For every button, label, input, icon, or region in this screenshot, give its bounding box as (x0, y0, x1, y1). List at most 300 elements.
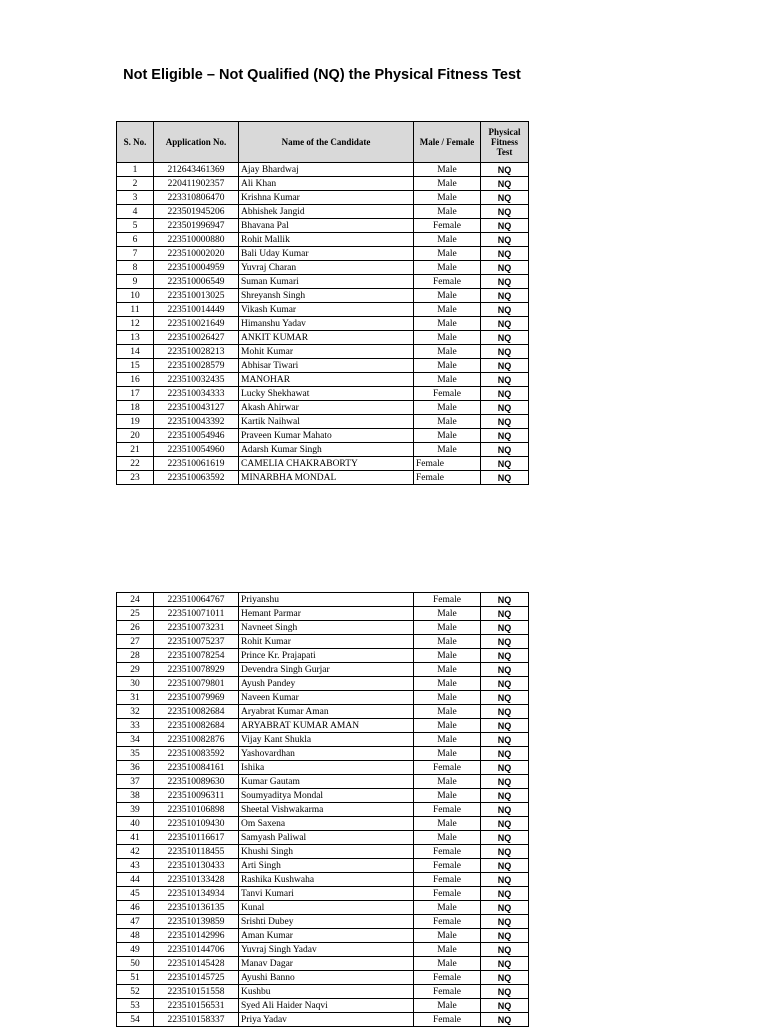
cell-result: NQ (481, 373, 529, 387)
cell-result: NQ (481, 803, 529, 817)
cell-application-no: 223510083592 (154, 747, 239, 761)
table-row (117, 817, 529, 831)
cell-application-no: 223510032435 (154, 373, 239, 387)
table-row (117, 915, 529, 929)
table-row (117, 803, 529, 817)
cell-candidate-name: Ishika (239, 761, 414, 775)
cell-application-no: 223510043127 (154, 401, 239, 415)
cell-application-no: 223510078254 (154, 649, 239, 663)
table-row (117, 593, 529, 607)
cell-result: NQ (481, 205, 529, 219)
cell-gender: Female (414, 915, 481, 929)
cell-sno: 35 (117, 747, 154, 761)
cell-result: NQ (481, 747, 529, 761)
table-row (117, 275, 529, 289)
table-row (117, 289, 529, 303)
cell-application-no: 223510133428 (154, 873, 239, 887)
cell-sno: 1 (117, 163, 154, 177)
cell-sno: 7 (117, 247, 154, 261)
cell-gender: Male (414, 331, 481, 345)
cell-result: NQ (481, 177, 529, 191)
cell-gender: Male (414, 663, 481, 677)
cell-candidate-name: Praveen Kumar Mahato (239, 429, 414, 443)
cell-result: NQ (481, 233, 529, 247)
cell-gender: Male (414, 719, 481, 733)
cell-result: NQ (481, 789, 529, 803)
cell-sno: 25 (117, 607, 154, 621)
table-row (117, 607, 529, 621)
cell-application-no: 223510061619 (154, 457, 239, 471)
cell-candidate-name: Aryabrat Kumar Aman (239, 705, 414, 719)
cell-result: NQ (481, 607, 529, 621)
cell-gender: Female (414, 457, 481, 471)
cell-sno: 10 (117, 289, 154, 303)
cell-result: NQ (481, 719, 529, 733)
table-row (117, 929, 529, 943)
cell-candidate-name: Priyanshu (239, 593, 414, 607)
cell-sno: 27 (117, 635, 154, 649)
cell-result: NQ (481, 845, 529, 859)
cell-result: NQ (481, 971, 529, 985)
cell-application-no: 223510158337 (154, 1013, 239, 1027)
table-row (117, 747, 529, 761)
table-row (117, 901, 529, 915)
cell-candidate-name: Abhisar Tiwari (239, 359, 414, 373)
table-row (117, 957, 529, 971)
cell-application-no: 223510130433 (154, 859, 239, 873)
cell-result: NQ (481, 289, 529, 303)
cell-gender: Male (414, 303, 481, 317)
cell-sno: 26 (117, 621, 154, 635)
cell-result: NQ (481, 705, 529, 719)
cell-gender: Male (414, 621, 481, 635)
cell-gender: Female (414, 761, 481, 775)
cell-candidate-name: Priya Yadav (239, 1013, 414, 1027)
cell-gender: Female (414, 1013, 481, 1027)
table-row (117, 635, 529, 649)
cell-sno: 54 (117, 1013, 154, 1027)
cell-result: NQ (481, 261, 529, 275)
cell-result: NQ (481, 957, 529, 971)
cell-sno: 13 (117, 331, 154, 345)
cell-application-no: 223510082684 (154, 719, 239, 733)
cell-application-no: 223510043392 (154, 415, 239, 429)
cell-result: NQ (481, 303, 529, 317)
cell-gender: Male (414, 443, 481, 457)
cell-sno: 8 (117, 261, 154, 275)
table-row (117, 345, 529, 359)
cell-result: NQ (481, 915, 529, 929)
table-row (117, 233, 529, 247)
cell-sno: 44 (117, 873, 154, 887)
cell-sno: 50 (117, 957, 154, 971)
cell-sno: 3 (117, 191, 154, 205)
cell-application-no: 223510084161 (154, 761, 239, 775)
cell-candidate-name: Adarsh Kumar Singh (239, 443, 414, 457)
cell-application-no: 223510156531 (154, 999, 239, 1013)
cell-gender: Male (414, 163, 481, 177)
table-row (117, 415, 529, 429)
cell-application-no: 223510028213 (154, 345, 239, 359)
cell-candidate-name: Yuvraj Charan (239, 261, 414, 275)
cell-result: NQ (481, 359, 529, 373)
table-row (117, 303, 529, 317)
cell-candidate-name: Kartik Naihwal (239, 415, 414, 429)
cell-result: NQ (481, 401, 529, 415)
cell-application-no: 223510013025 (154, 289, 239, 303)
cell-result: NQ (481, 733, 529, 747)
cell-result: NQ (481, 345, 529, 359)
cell-gender: Male (414, 345, 481, 359)
cell-gender: Male (414, 429, 481, 443)
cell-candidate-name: Tanvi Kumari (239, 887, 414, 901)
cell-application-no: 223510082684 (154, 705, 239, 719)
cell-application-no: 223510021649 (154, 317, 239, 331)
cell-result: NQ (481, 817, 529, 831)
cell-application-no: 223510145725 (154, 971, 239, 985)
cell-application-no: 223510054946 (154, 429, 239, 443)
table-row (117, 191, 529, 205)
cell-result: NQ (481, 859, 529, 873)
cell-application-no: 223510139859 (154, 915, 239, 929)
cell-application-no: 223510089630 (154, 775, 239, 789)
table-row (117, 705, 529, 719)
cell-result: NQ (481, 635, 529, 649)
cell-application-no: 223510078929 (154, 663, 239, 677)
cell-gender: Male (414, 247, 481, 261)
cell-application-no: 223510079801 (154, 677, 239, 691)
cell-application-no: 223510004959 (154, 261, 239, 275)
table-row (117, 985, 529, 999)
cell-gender: Male (414, 817, 481, 831)
cell-result: NQ (481, 691, 529, 705)
cell-result: NQ (481, 415, 529, 429)
cell-application-no: 223510142996 (154, 929, 239, 943)
cell-sno: 11 (117, 303, 154, 317)
cell-candidate-name: Shreyansh Singh (239, 289, 414, 303)
cell-gender: Male (414, 831, 481, 845)
cell-candidate-name: Prince Kr. Prajapati (239, 649, 414, 663)
cell-result: NQ (481, 429, 529, 443)
cell-candidate-name: Samyash Paliwal (239, 831, 414, 845)
results-table-1 (116, 121, 529, 485)
table-row (117, 177, 529, 191)
cell-candidate-name: Manav Dagar (239, 957, 414, 971)
cell-sno: 34 (117, 733, 154, 747)
cell-gender: Female (414, 387, 481, 401)
cell-sno: 31 (117, 691, 154, 705)
cell-gender: Female (414, 845, 481, 859)
cell-result: NQ (481, 387, 529, 401)
cell-application-no: 220411902357 (154, 177, 239, 191)
cell-gender: Male (414, 261, 481, 275)
cell-gender: Male (414, 747, 481, 761)
cell-sno: 46 (117, 901, 154, 915)
cell-gender: Female (414, 887, 481, 901)
cell-sno: 51 (117, 971, 154, 985)
cell-candidate-name: Vijay Kant Shukla (239, 733, 414, 747)
cell-gender: Male (414, 691, 481, 705)
cell-sno: 19 (117, 415, 154, 429)
header-sno: S. No. (117, 122, 154, 163)
table-row (117, 471, 529, 485)
cell-application-no: 223510034333 (154, 387, 239, 401)
cell-gender: Male (414, 649, 481, 663)
cell-sno: 5 (117, 219, 154, 233)
cell-gender: Male (414, 705, 481, 719)
cell-application-no: 223510106898 (154, 803, 239, 817)
table-row (117, 219, 529, 233)
cell-candidate-name: Hemant Parmar (239, 607, 414, 621)
cell-gender: Male (414, 929, 481, 943)
cell-result: NQ (481, 593, 529, 607)
table-row (117, 971, 529, 985)
table-row (117, 845, 529, 859)
cell-candidate-name: Krishna Kumar (239, 191, 414, 205)
header-gender: Male / Female (414, 122, 481, 163)
cell-result: NQ (481, 677, 529, 691)
table-row (117, 649, 529, 663)
cell-candidate-name: CAMELIA CHAKRABORTY (239, 457, 414, 471)
cell-gender: Female (414, 275, 481, 289)
table-row (117, 247, 529, 261)
table-row (117, 317, 529, 331)
table-row (117, 387, 529, 401)
cell-candidate-name: Lucky Shekhawat (239, 387, 414, 401)
cell-candidate-name: Abhishek Jangid (239, 205, 414, 219)
cell-result: NQ (481, 331, 529, 345)
cell-candidate-name: Yashovardhan (239, 747, 414, 761)
cell-sno: 30 (117, 677, 154, 691)
cell-gender: Female (414, 985, 481, 999)
cell-application-no: 223510075237 (154, 635, 239, 649)
cell-sno: 2 (117, 177, 154, 191)
page-title: Not Eligible – Not Qualified (NQ) the Physical Fitness Test (123, 67, 521, 83)
cell-candidate-name: Kunal (239, 901, 414, 915)
cell-application-no: 223501945206 (154, 205, 239, 219)
cell-gender: Male (414, 677, 481, 691)
cell-application-no: 223510079969 (154, 691, 239, 705)
table-row (117, 1013, 529, 1027)
cell-application-no: 223510145428 (154, 957, 239, 971)
table-row (117, 719, 529, 733)
cell-sno: 52 (117, 985, 154, 999)
cell-application-no: 223310806470 (154, 191, 239, 205)
cell-application-no: 223510071011 (154, 607, 239, 621)
cell-sno: 42 (117, 845, 154, 859)
cell-result: NQ (481, 873, 529, 887)
cell-gender: Female (414, 859, 481, 873)
cell-candidate-name: Kumar Gautam (239, 775, 414, 789)
table-row (117, 401, 529, 415)
cell-candidate-name: Srishti Dubey (239, 915, 414, 929)
cell-result: NQ (481, 999, 529, 1013)
cell-result: NQ (481, 163, 529, 177)
cell-candidate-name: Mohit Kumar (239, 345, 414, 359)
table-row (117, 205, 529, 219)
cell-result: NQ (481, 275, 529, 289)
cell-candidate-name: Suman Kumari (239, 275, 414, 289)
cell-application-no: 223510116617 (154, 831, 239, 845)
header-physical-fitness-test: Physical Fitness Test (481, 122, 529, 163)
cell-sno: 28 (117, 649, 154, 663)
cell-sno: 16 (117, 373, 154, 387)
cell-gender: Male (414, 943, 481, 957)
table-row (117, 831, 529, 845)
cell-sno: 12 (117, 317, 154, 331)
cell-gender: Male (414, 205, 481, 219)
cell-sno: 49 (117, 943, 154, 957)
cell-gender: Male (414, 233, 481, 247)
table-row (117, 873, 529, 887)
cell-application-no: 223510064767 (154, 593, 239, 607)
cell-application-no: 223510028579 (154, 359, 239, 373)
cell-result: NQ (481, 649, 529, 663)
cell-gender: Female (414, 593, 481, 607)
cell-application-no: 223510118455 (154, 845, 239, 859)
cell-candidate-name: Ali Khan (239, 177, 414, 191)
cell-gender: Male (414, 901, 481, 915)
cell-result: NQ (481, 443, 529, 457)
cell-candidate-name: Ayush Pandey (239, 677, 414, 691)
cell-sno: 6 (117, 233, 154, 247)
table-row (117, 887, 529, 901)
table-row (117, 663, 529, 677)
cell-sno: 37 (117, 775, 154, 789)
table-row (117, 457, 529, 471)
table-row (117, 373, 529, 387)
cell-candidate-name: Bhavana Pal (239, 219, 414, 233)
cell-gender: Male (414, 317, 481, 331)
cell-gender: Male (414, 415, 481, 429)
results-table-2 (116, 592, 529, 1027)
cell-sno: 36 (117, 761, 154, 775)
cell-application-no: 223510082876 (154, 733, 239, 747)
table-row (117, 261, 529, 275)
table-row (117, 359, 529, 373)
table-row (117, 691, 529, 705)
cell-candidate-name: Kushbu (239, 985, 414, 999)
cell-application-no: 223501996947 (154, 219, 239, 233)
table-row (117, 761, 529, 775)
cell-sno: 45 (117, 887, 154, 901)
cell-sno: 22 (117, 457, 154, 471)
cell-gender: Male (414, 289, 481, 303)
table-row (117, 789, 529, 803)
header-application-no: Application No. (154, 122, 239, 163)
cell-candidate-name: Ayushi Banno (239, 971, 414, 985)
cell-result: NQ (481, 247, 529, 261)
cell-sno: 4 (117, 205, 154, 219)
cell-sno: 24 (117, 593, 154, 607)
cell-sno: 20 (117, 429, 154, 443)
cell-gender: Female (414, 873, 481, 887)
cell-candidate-name: Yuvraj Singh Yadav (239, 943, 414, 957)
cell-result: NQ (481, 219, 529, 233)
cell-sno: 15 (117, 359, 154, 373)
cell-candidate-name: Rohit Mallik (239, 233, 414, 247)
cell-gender: Female (414, 971, 481, 985)
cell-application-no: 223510096311 (154, 789, 239, 803)
table-row (117, 443, 529, 457)
cell-sno: 40 (117, 817, 154, 831)
cell-result: NQ (481, 775, 529, 789)
cell-sno: 32 (117, 705, 154, 719)
cell-candidate-name: Naveen Kumar (239, 691, 414, 705)
table-row (117, 999, 529, 1013)
cell-result: NQ (481, 663, 529, 677)
cell-application-no: 223510144706 (154, 943, 239, 957)
cell-sno: 23 (117, 471, 154, 485)
table-row (117, 733, 529, 747)
cell-sno: 48 (117, 929, 154, 943)
cell-application-no: 223510002020 (154, 247, 239, 261)
cell-result: NQ (481, 317, 529, 331)
table-row (117, 775, 529, 789)
cell-result: NQ (481, 457, 529, 471)
cell-sno: 17 (117, 387, 154, 401)
cell-result: NQ (481, 887, 529, 901)
cell-gender: Male (414, 177, 481, 191)
cell-sno: 39 (117, 803, 154, 817)
cell-candidate-name: Devendra Singh Gurjar (239, 663, 414, 677)
cell-gender: Male (414, 359, 481, 373)
cell-application-no: 223510026427 (154, 331, 239, 345)
cell-application-no: 223510134934 (154, 887, 239, 901)
cell-result: NQ (481, 1013, 529, 1027)
cell-sno: 38 (117, 789, 154, 803)
table-row (117, 943, 529, 957)
cell-application-no: 223510136135 (154, 901, 239, 915)
cell-result: NQ (481, 191, 529, 205)
cell-gender: Female (414, 803, 481, 817)
cell-candidate-name: ANKIT KUMAR (239, 331, 414, 345)
cell-candidate-name: Bali Uday Kumar (239, 247, 414, 261)
table-row (117, 621, 529, 635)
cell-result: NQ (481, 761, 529, 775)
table-header-row (117, 122, 529, 163)
cell-application-no: 223510151558 (154, 985, 239, 999)
cell-result: NQ (481, 831, 529, 845)
cell-sno: 18 (117, 401, 154, 415)
cell-candidate-name: Om Saxena (239, 817, 414, 831)
cell-sno: 41 (117, 831, 154, 845)
cell-candidate-name: Navneet Singh (239, 621, 414, 635)
table-row (117, 429, 529, 443)
cell-sno: 14 (117, 345, 154, 359)
cell-result: NQ (481, 985, 529, 999)
cell-candidate-name: Ajay Bhardwaj (239, 163, 414, 177)
table-row (117, 859, 529, 873)
cell-sno: 43 (117, 859, 154, 873)
cell-sno: 33 (117, 719, 154, 733)
cell-candidate-name: Arti Singh (239, 859, 414, 873)
cell-sno: 9 (117, 275, 154, 289)
cell-gender: Male (414, 999, 481, 1013)
cell-gender: Male (414, 635, 481, 649)
cell-gender: Male (414, 733, 481, 747)
cell-application-no: 223510063592 (154, 471, 239, 485)
cell-candidate-name: MANOHAR (239, 373, 414, 387)
cell-candidate-name: Aman Kumar (239, 929, 414, 943)
table-row (117, 331, 529, 345)
cell-candidate-name: Vikash Kumar (239, 303, 414, 317)
cell-candidate-name: Akash Ahirwar (239, 401, 414, 415)
cell-sno: 47 (117, 915, 154, 929)
cell-application-no: 223510006549 (154, 275, 239, 289)
cell-application-no: 223510073231 (154, 621, 239, 635)
cell-candidate-name: Syed Ali Haider Naqvi (239, 999, 414, 1013)
